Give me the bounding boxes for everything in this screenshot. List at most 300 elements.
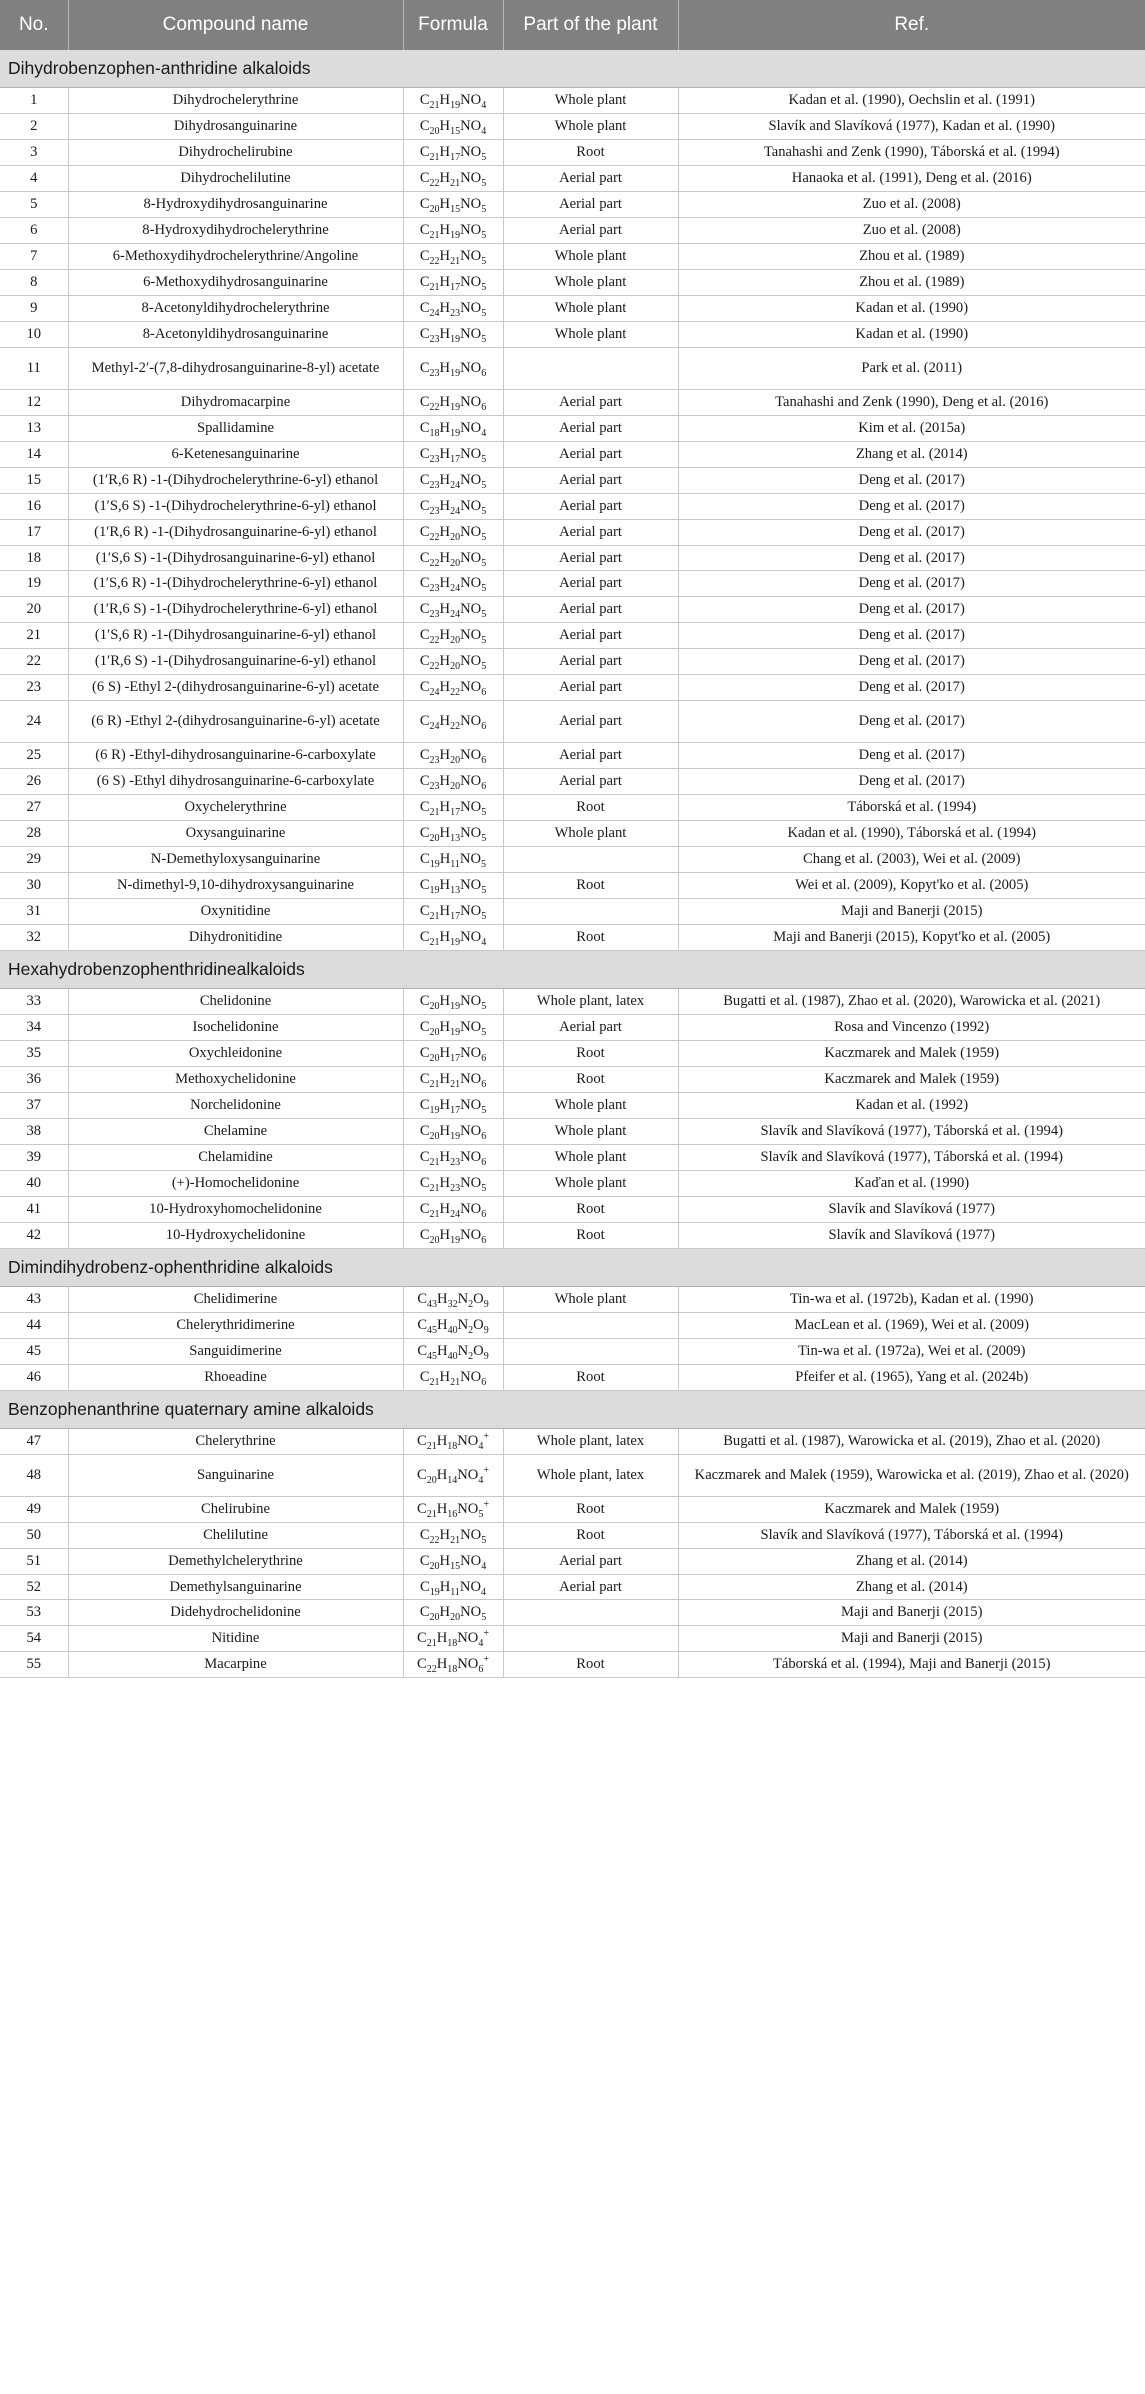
cell-part-of-plant: Whole plant	[503, 1118, 678, 1144]
cell-part-of-plant: Root	[503, 139, 678, 165]
cell-formula: $C_{19}H_{11}NO_5$	[403, 847, 503, 873]
cell-ref: Rosa and Vincenzo (1992)	[678, 1015, 1145, 1041]
cell-part-of-plant: Aerial part	[503, 165, 678, 191]
cell-no: 47	[0, 1428, 68, 1454]
section-title: Dimindihydrobenz-ophenthridine alkaloids	[0, 1248, 1145, 1286]
cell-no: 17	[0, 519, 68, 545]
cell-no: 28	[0, 821, 68, 847]
table-row	[0, 1118, 1145, 1144]
table-row	[0, 597, 1145, 623]
cell-no: 41	[0, 1196, 68, 1222]
table-row	[0, 295, 1145, 321]
cell-formula: $C_{23}H_{19}NO_5$	[403, 321, 503, 347]
cell-compound-name: Norchelidonine	[68, 1092, 403, 1118]
cell-compound-name: (1ʹR,6 R) -1-(Dihydrochelerythrine-6-yl) ethanol	[68, 467, 403, 493]
cell-ref: Slavík and Slavíková (1977)	[678, 1196, 1145, 1222]
cell-no: 4	[0, 165, 68, 191]
cell-ref: Kadan et al. (1990), Oechslin et al. (1991)	[678, 88, 1145, 114]
cell-no: 38	[0, 1118, 68, 1144]
cell-formula: $C_{21}H_{17}NO_5$	[403, 795, 503, 821]
cell-no: 18	[0, 545, 68, 571]
cell-no: 20	[0, 597, 68, 623]
cell-part-of-plant: Whole plant, latex	[503, 1454, 678, 1496]
table-row	[0, 1496, 1145, 1522]
table-row	[0, 1338, 1145, 1364]
cell-compound-name: Methoxychelidonine	[68, 1066, 403, 1092]
table-row	[0, 873, 1145, 899]
cell-no: 49	[0, 1496, 68, 1522]
cell-ref: Deng et al. (2017)	[678, 769, 1145, 795]
table-row	[0, 1600, 1145, 1626]
header-ref: Ref.	[678, 0, 1145, 50]
cell-part-of-plant: Aerial part	[503, 649, 678, 675]
table-row	[0, 1066, 1145, 1092]
cell-part-of-plant: Root	[503, 1041, 678, 1067]
cell-no: 45	[0, 1338, 68, 1364]
cell-no: 44	[0, 1312, 68, 1338]
cell-compound-name: N-Demethyloxysanguinarine	[68, 847, 403, 873]
cell-ref: Pfeifer et al. (1965), Yang et al. (2024b)	[678, 1364, 1145, 1390]
table-row	[0, 113, 1145, 139]
cell-no: 7	[0, 243, 68, 269]
table-row	[0, 139, 1145, 165]
cell-formula: $C_{23}H_{20}NO_6$	[403, 769, 503, 795]
table-row	[0, 989, 1145, 1015]
cell-compound-name: (6 S) -Ethyl dihydrosanguinarine-6-carboxylate	[68, 769, 403, 795]
cell-no: 52	[0, 1574, 68, 1600]
cell-no: 55	[0, 1652, 68, 1678]
table-row	[0, 1196, 1145, 1222]
section-title: Benzophenanthrine quaternary amine alkaloids	[0, 1390, 1145, 1428]
cell-ref: Kadan et al. (1990)	[678, 321, 1145, 347]
cell-part-of-plant	[503, 899, 678, 925]
cell-no: 32	[0, 925, 68, 951]
cell-part-of-plant: Whole plant	[503, 1170, 678, 1196]
cell-compound-name: Dihydrochelilutine	[68, 165, 403, 191]
cell-ref: Zhou et al. (1989)	[678, 269, 1145, 295]
section-title: Hexahydrobenzophenthridinealkaloids	[0, 951, 1145, 989]
cell-part-of-plant: Aerial part	[503, 675, 678, 701]
cell-compound-name: Macarpine	[68, 1652, 403, 1678]
cell-ref: Kaďan et al. (1990)	[678, 1170, 1145, 1196]
cell-ref: Kim et al. (2015a)	[678, 415, 1145, 441]
cell-formula: $C_{21}H_{18}NO_4^+$	[403, 1428, 503, 1454]
cell-formula: $C_{24}H_{23}NO_5$	[403, 295, 503, 321]
cell-no: 3	[0, 139, 68, 165]
cell-ref: Tin-wa et al. (1972b), Kadan et al. (1990)	[678, 1286, 1145, 1312]
cell-compound-name: (1ʹS,6 S) -1-(Dihydrosanguinarine-6-yl) ethanol	[68, 545, 403, 571]
cell-no: 33	[0, 989, 68, 1015]
cell-compound-name: 6-Ketenesanguinarine	[68, 441, 403, 467]
table-row	[0, 545, 1145, 571]
cell-formula: $C_{23}H_{20}NO_6$	[403, 743, 503, 769]
cell-compound-name: (1ʹS,6 S) -1-(Dihydrochelerythrine-6-yl) ethanol	[68, 493, 403, 519]
cell-compound-name: (1ʹR,6 S) -1-(Dihydrosanguinarine-6-yl) ethanol	[68, 649, 403, 675]
cell-formula: $C_{22}H_{19}NO_6$	[403, 389, 503, 415]
cell-compound-name: Chelamidine	[68, 1144, 403, 1170]
cell-part-of-plant: Whole plant	[503, 269, 678, 295]
table-row	[0, 415, 1145, 441]
cell-part-of-plant: Whole plant	[503, 243, 678, 269]
table-row	[0, 795, 1145, 821]
cell-ref: Slavík and Slavíková (1977), Kadan et al. (1990)	[678, 113, 1145, 139]
cell-formula: $C_{21}H_{21}NO_6$	[403, 1066, 503, 1092]
cell-formula: $C_{20}H_{19}NO_6$	[403, 1222, 503, 1248]
header-compound-name: Compound name	[68, 0, 403, 50]
cell-formula: $C_{21}H_{23}NO_5$	[403, 1170, 503, 1196]
cell-ref: Deng et al. (2017)	[678, 571, 1145, 597]
table-row	[0, 1626, 1145, 1652]
header-formula: Formula	[403, 0, 503, 50]
cell-part-of-plant: Root	[503, 1652, 678, 1678]
table-row	[0, 347, 1145, 389]
header-no: No.	[0, 0, 68, 50]
cell-compound-name: 10-Hydroxychelidonine	[68, 1222, 403, 1248]
cell-formula: $C_{21}H_{17}NO_5$	[403, 899, 503, 925]
cell-part-of-plant: Whole plant	[503, 88, 678, 114]
cell-part-of-plant: Root	[503, 795, 678, 821]
cell-ref: Slavík and Slavíková (1977), Táborská et al. (1994)	[678, 1118, 1145, 1144]
table-row	[0, 821, 1145, 847]
header-part-of-plant: Part of the plant	[503, 0, 678, 50]
cell-no: 12	[0, 389, 68, 415]
cell-compound-name: Dihydrochelerythrine	[68, 88, 403, 114]
cell-ref: Wei et al. (2009), Kopyt'ko et al. (2005)	[678, 873, 1145, 899]
cell-part-of-plant: Aerial part	[503, 623, 678, 649]
cell-ref: Kadan et al. (1990)	[678, 295, 1145, 321]
cell-compound-name: (6 S) -Ethyl 2-(dihydrosanguinarine-6-yl) acetate	[68, 675, 403, 701]
table-row	[0, 899, 1145, 925]
cell-ref: Táborská et al. (1994), Maji and Banerji (2015)	[678, 1652, 1145, 1678]
cell-compound-name: Demethylsanguinarine	[68, 1574, 403, 1600]
cell-formula: $C_{45}H_{40}N_2O_9$	[403, 1338, 503, 1364]
cell-part-of-plant	[503, 1312, 678, 1338]
cell-no: 26	[0, 769, 68, 795]
cell-ref: Kadan et al. (1992)	[678, 1092, 1145, 1118]
cell-no: 24	[0, 701, 68, 743]
cell-ref: Deng et al. (2017)	[678, 597, 1145, 623]
cell-no: 31	[0, 899, 68, 925]
cell-no: 43	[0, 1286, 68, 1312]
cell-formula: $C_{22}H_{20}NO_5$	[403, 623, 503, 649]
cell-formula: $C_{20}H_{19}NO_6$	[403, 1118, 503, 1144]
cell-part-of-plant: Aerial part	[503, 545, 678, 571]
cell-formula: $C_{22}H_{18}NO_6^+$	[403, 1652, 503, 1678]
cell-no: 25	[0, 743, 68, 769]
cell-compound-name: Chelilutine	[68, 1522, 403, 1548]
table-row	[0, 769, 1145, 795]
table-row	[0, 1312, 1145, 1338]
cell-part-of-plant: Aerial part	[503, 191, 678, 217]
cell-formula: $C_{21}H_{18}NO_4^+$	[403, 1626, 503, 1652]
cell-part-of-plant: Aerial part	[503, 389, 678, 415]
cell-part-of-plant: Aerial part	[503, 467, 678, 493]
table-row	[0, 165, 1145, 191]
cell-formula: $C_{20}H_{15}NO_4$	[403, 113, 503, 139]
cell-formula: $C_{21}H_{19}NO_5$	[403, 217, 503, 243]
table-row	[0, 1428, 1145, 1454]
table-row	[0, 649, 1145, 675]
cell-ref: Park et al. (2011)	[678, 347, 1145, 389]
cell-formula: $C_{20}H_{20}NO_5$	[403, 1600, 503, 1626]
cell-compound-name: Oxychelerythrine	[68, 795, 403, 821]
cell-compound-name: Oxychleidonine	[68, 1041, 403, 1067]
cell-compound-name: Dihydrosanguinarine	[68, 113, 403, 139]
cell-formula: $C_{22}H_{20}NO_5$	[403, 649, 503, 675]
cell-ref: Bugatti et al. (1987), Zhao et al. (2020), Warowicka et al. (2021)	[678, 989, 1145, 1015]
cell-part-of-plant: Aerial part	[503, 769, 678, 795]
cell-formula: $C_{22}H_{21}NO_5$	[403, 165, 503, 191]
cell-compound-name: 8-Hydroxydihydrochelerythrine	[68, 217, 403, 243]
table-row	[0, 675, 1145, 701]
table-row	[0, 1522, 1145, 1548]
cell-ref: Chang et al. (2003), Wei et al. (2009)	[678, 847, 1145, 873]
cell-no: 9	[0, 295, 68, 321]
cell-compound-name: (1ʹR,6 R) -1-(Dihydrosanguinarine-6-yl) ethanol	[68, 519, 403, 545]
cell-ref: Deng et al. (2017)	[678, 519, 1145, 545]
cell-formula: $C_{21}H_{19}NO_4$	[403, 88, 503, 114]
cell-ref: MacLean et al. (1969), Wei et al. (2009)	[678, 1312, 1145, 1338]
table-row	[0, 1548, 1145, 1574]
cell-no: 27	[0, 795, 68, 821]
cell-compound-name: Chelerythrine	[68, 1428, 403, 1454]
cell-formula: $C_{21}H_{16}NO_5^+$	[403, 1496, 503, 1522]
cell-ref: Táborská et al. (1994)	[678, 795, 1145, 821]
cell-part-of-plant: Root	[503, 1364, 678, 1390]
cell-ref: Deng et al. (2017)	[678, 701, 1145, 743]
cell-part-of-plant: Aerial part	[503, 441, 678, 467]
cell-formula: $C_{23}H_{17}NO_5$	[403, 441, 503, 467]
table-row	[0, 623, 1145, 649]
cell-no: 1	[0, 88, 68, 114]
table-row	[0, 847, 1145, 873]
cell-compound-name: Oxynitidine	[68, 899, 403, 925]
cell-part-of-plant	[503, 347, 678, 389]
cell-compound-name: (1ʹR,6 S) -1-(Dihydrochelerythrine-6-yl) ethanol	[68, 597, 403, 623]
cell-formula: $C_{20}H_{13}NO_5$	[403, 821, 503, 847]
cell-part-of-plant: Whole plant	[503, 1144, 678, 1170]
cell-formula: $C_{23}H_{24}NO_5$	[403, 597, 503, 623]
cell-ref: Deng et al. (2017)	[678, 493, 1145, 519]
cell-compound-name: Sanguidimerine	[68, 1338, 403, 1364]
cell-compound-name: 6-Methoxydihydrochelerythrine/Angoline	[68, 243, 403, 269]
cell-no: 2	[0, 113, 68, 139]
cell-part-of-plant: Aerial part	[503, 519, 678, 545]
cell-compound-name: Didehydrochelidonine	[68, 1600, 403, 1626]
cell-compound-name: Dihydrochelirubine	[68, 139, 403, 165]
cell-part-of-plant: Aerial part	[503, 493, 678, 519]
cell-no: 16	[0, 493, 68, 519]
cell-part-of-plant: Aerial part	[503, 701, 678, 743]
cell-formula: $C_{45}H_{40}N_2O_9$	[403, 1312, 503, 1338]
cell-formula: $C_{18}H_{19}NO_4$	[403, 415, 503, 441]
table-row	[0, 1015, 1145, 1041]
cell-no: 6	[0, 217, 68, 243]
cell-part-of-plant: Whole plant	[503, 1286, 678, 1312]
cell-no: 19	[0, 571, 68, 597]
cell-compound-name: Methyl-2ʹ-(7,8-dihydrosanguinarine-8-yl) acetate	[68, 347, 403, 389]
cell-ref: Bugatti et al. (1987), Warowicka et al. (2019), Zhao et al. (2020)	[678, 1428, 1145, 1454]
cell-no: 35	[0, 1041, 68, 1067]
cell-compound-name: Dihydromacarpine	[68, 389, 403, 415]
cell-part-of-plant: Whole plant	[503, 821, 678, 847]
section-header-row	[0, 50, 1145, 88]
cell-no: 54	[0, 1626, 68, 1652]
cell-compound-name: Rhoeadine	[68, 1364, 403, 1390]
table-row	[0, 1144, 1145, 1170]
cell-formula: $C_{21}H_{19}NO_4$	[403, 925, 503, 951]
table-row	[0, 389, 1145, 415]
cell-ref: Slavík and Slavíková (1977)	[678, 1222, 1145, 1248]
cell-part-of-plant: Whole plant	[503, 321, 678, 347]
cell-ref: Zuo et al. (2008)	[678, 217, 1145, 243]
section-header-row	[0, 951, 1145, 989]
table-row	[0, 571, 1145, 597]
cell-ref: Maji and Banerji (2015), Kopyt'ko et al. (2005)	[678, 925, 1145, 951]
cell-compound-name: (6 R) -Ethyl 2-(dihydrosanguinarine-6-yl) acetate	[68, 701, 403, 743]
cell-formula: $C_{20}H_{14}NO_4^+$	[403, 1454, 503, 1496]
cell-formula: $C_{23}H_{24}NO_5$	[403, 467, 503, 493]
cell-part-of-plant: Whole plant, latex	[503, 1428, 678, 1454]
cell-formula: $C_{21}H_{23}NO_6$	[403, 1144, 503, 1170]
table-row	[0, 1222, 1145, 1248]
cell-formula: $C_{23}H_{24}NO_5$	[403, 571, 503, 597]
table-row	[0, 321, 1145, 347]
cell-formula: $C_{20}H_{15}NO_4$	[403, 1548, 503, 1574]
cell-no: 34	[0, 1015, 68, 1041]
cell-no: 46	[0, 1364, 68, 1390]
cell-compound-name: (1ʹS,6 R) -1-(Dihydrochelerythrine-6-yl) ethanol	[68, 571, 403, 597]
cell-no: 39	[0, 1144, 68, 1170]
cell-no: 13	[0, 415, 68, 441]
cell-ref: Maji and Banerji (2015)	[678, 899, 1145, 925]
cell-compound-name: 8-Acetonyldihydrochelerythrine	[68, 295, 403, 321]
cell-part-of-plant	[503, 1338, 678, 1364]
cell-ref: Hanaoka et al. (1991), Deng et al. (2016)	[678, 165, 1145, 191]
cell-compound-name: Chelamine	[68, 1118, 403, 1144]
cell-compound-name: N-dimethyl-9,10-dihydroxysanguinarine	[68, 873, 403, 899]
cell-formula: $C_{21}H_{17}NO_5$	[403, 139, 503, 165]
table-row	[0, 1574, 1145, 1600]
cell-ref: Slavík and Slavíková (1977), Táborská et al. (1994)	[678, 1522, 1145, 1548]
cell-compound-name: (1ʹS,6 R) -1-(Dihydrosanguinarine-6-yl) ethanol	[68, 623, 403, 649]
cell-formula: $C_{21}H_{24}NO_6$	[403, 1196, 503, 1222]
cell-formula: $C_{22}H_{21}NO_5$	[403, 243, 503, 269]
table-row	[0, 1652, 1145, 1678]
cell-part-of-plant: Root	[503, 1522, 678, 1548]
cell-ref: Zhang et al. (2014)	[678, 441, 1145, 467]
cell-compound-name: Spallidamine	[68, 415, 403, 441]
cell-part-of-plant: Aerial part	[503, 217, 678, 243]
cell-no: 30	[0, 873, 68, 899]
cell-ref: Deng et al. (2017)	[678, 649, 1145, 675]
cell-formula: $C_{23}H_{19}NO_6$	[403, 347, 503, 389]
cell-compound-name: 8-Hydroxydihydrosanguinarine	[68, 191, 403, 217]
cell-compound-name: Dihydronitidine	[68, 925, 403, 951]
cell-formula: $C_{22}H_{21}NO_5$	[403, 1522, 503, 1548]
cell-part-of-plant: Root	[503, 1222, 678, 1248]
cell-formula: $C_{19}H_{17}NO_5$	[403, 1092, 503, 1118]
cell-no: 5	[0, 191, 68, 217]
cell-compound-name: (6 R) -Ethyl-dihydrosanguinarine-6-carboxylate	[68, 743, 403, 769]
cell-no: 14	[0, 441, 68, 467]
cell-part-of-plant	[503, 1626, 678, 1652]
table-row	[0, 441, 1145, 467]
cell-no: 36	[0, 1066, 68, 1092]
cell-ref: Kaczmarek and Malek (1959)	[678, 1066, 1145, 1092]
cell-ref: Deng et al. (2017)	[678, 743, 1145, 769]
cell-no: 50	[0, 1522, 68, 1548]
cell-no: 8	[0, 269, 68, 295]
cell-formula: $C_{22}H_{20}NO_5$	[403, 545, 503, 571]
cell-no: 48	[0, 1454, 68, 1496]
section-title: Dihydrobenzophen-anthridine alkaloids	[0, 50, 1145, 88]
cell-ref: Deng et al. (2017)	[678, 675, 1145, 701]
cell-ref: Deng et al. (2017)	[678, 545, 1145, 571]
cell-ref: Zhang et al. (2014)	[678, 1574, 1145, 1600]
cell-part-of-plant: Whole plant, latex	[503, 989, 678, 1015]
cell-ref: Maji and Banerji (2015)	[678, 1600, 1145, 1626]
cell-ref: Kaczmarek and Malek (1959)	[678, 1496, 1145, 1522]
cell-formula: $C_{24}H_{22}NO_6$	[403, 701, 503, 743]
table-row	[0, 243, 1145, 269]
cell-ref: Maji and Banerji (2015)	[678, 1626, 1145, 1652]
cell-compound-name: Sanguinarine	[68, 1454, 403, 1496]
cell-ref: Zhang et al. (2014)	[678, 1548, 1145, 1574]
cell-part-of-plant: Whole plant	[503, 113, 678, 139]
section-header-row	[0, 1248, 1145, 1286]
cell-compound-name: Chelidonine	[68, 989, 403, 1015]
table-row	[0, 519, 1145, 545]
cell-part-of-plant: Aerial part	[503, 743, 678, 769]
cell-part-of-plant: Aerial part	[503, 1015, 678, 1041]
cell-ref: Tanahashi and Zenk (1990), Deng et al. (2016)	[678, 389, 1145, 415]
cell-part-of-plant	[503, 847, 678, 873]
cell-formula: $C_{20}H_{19}NO_5$	[403, 1015, 503, 1041]
table-row	[0, 269, 1145, 295]
cell-formula: $C_{21}H_{21}NO_6$	[403, 1364, 503, 1390]
cell-compound-name: 10-Hydroxyhomochelidonine	[68, 1196, 403, 1222]
cell-compound-name: Chelidimerine	[68, 1286, 403, 1312]
cell-part-of-plant: Whole plant	[503, 1092, 678, 1118]
cell-compound-name: Chelirubine	[68, 1496, 403, 1522]
cell-ref: Zhou et al. (1989)	[678, 243, 1145, 269]
cell-ref: Deng et al. (2017)	[678, 623, 1145, 649]
cell-no: 11	[0, 347, 68, 389]
cell-compound-name: Demethylchelerythrine	[68, 1548, 403, 1574]
cell-compound-name: Isochelidonine	[68, 1015, 403, 1041]
cell-part-of-plant: Aerial part	[503, 1574, 678, 1600]
table-row	[0, 467, 1145, 493]
cell-ref: Kadan et al. (1990), Táborská et al. (1994)	[678, 821, 1145, 847]
cell-compound-name: Oxysanguinarine	[68, 821, 403, 847]
cell-formula: $C_{21}H_{17}NO_5$	[403, 269, 503, 295]
cell-compound-name: 6-Methoxydihydrosanguinarine	[68, 269, 403, 295]
table-row	[0, 1364, 1145, 1390]
table-row	[0, 88, 1145, 114]
table-row	[0, 1170, 1145, 1196]
cell-no: 23	[0, 675, 68, 701]
cell-part-of-plant: Root	[503, 873, 678, 899]
table-row	[0, 1454, 1145, 1496]
cell-no: 53	[0, 1600, 68, 1626]
cell-no: 15	[0, 467, 68, 493]
table-row	[0, 217, 1145, 243]
cell-part-of-plant: Aerial part	[503, 415, 678, 441]
cell-compound-name: Chelerythridimerine	[68, 1312, 403, 1338]
cell-formula: $C_{20}H_{19}NO_5$	[403, 989, 503, 1015]
table-row	[0, 1041, 1145, 1067]
